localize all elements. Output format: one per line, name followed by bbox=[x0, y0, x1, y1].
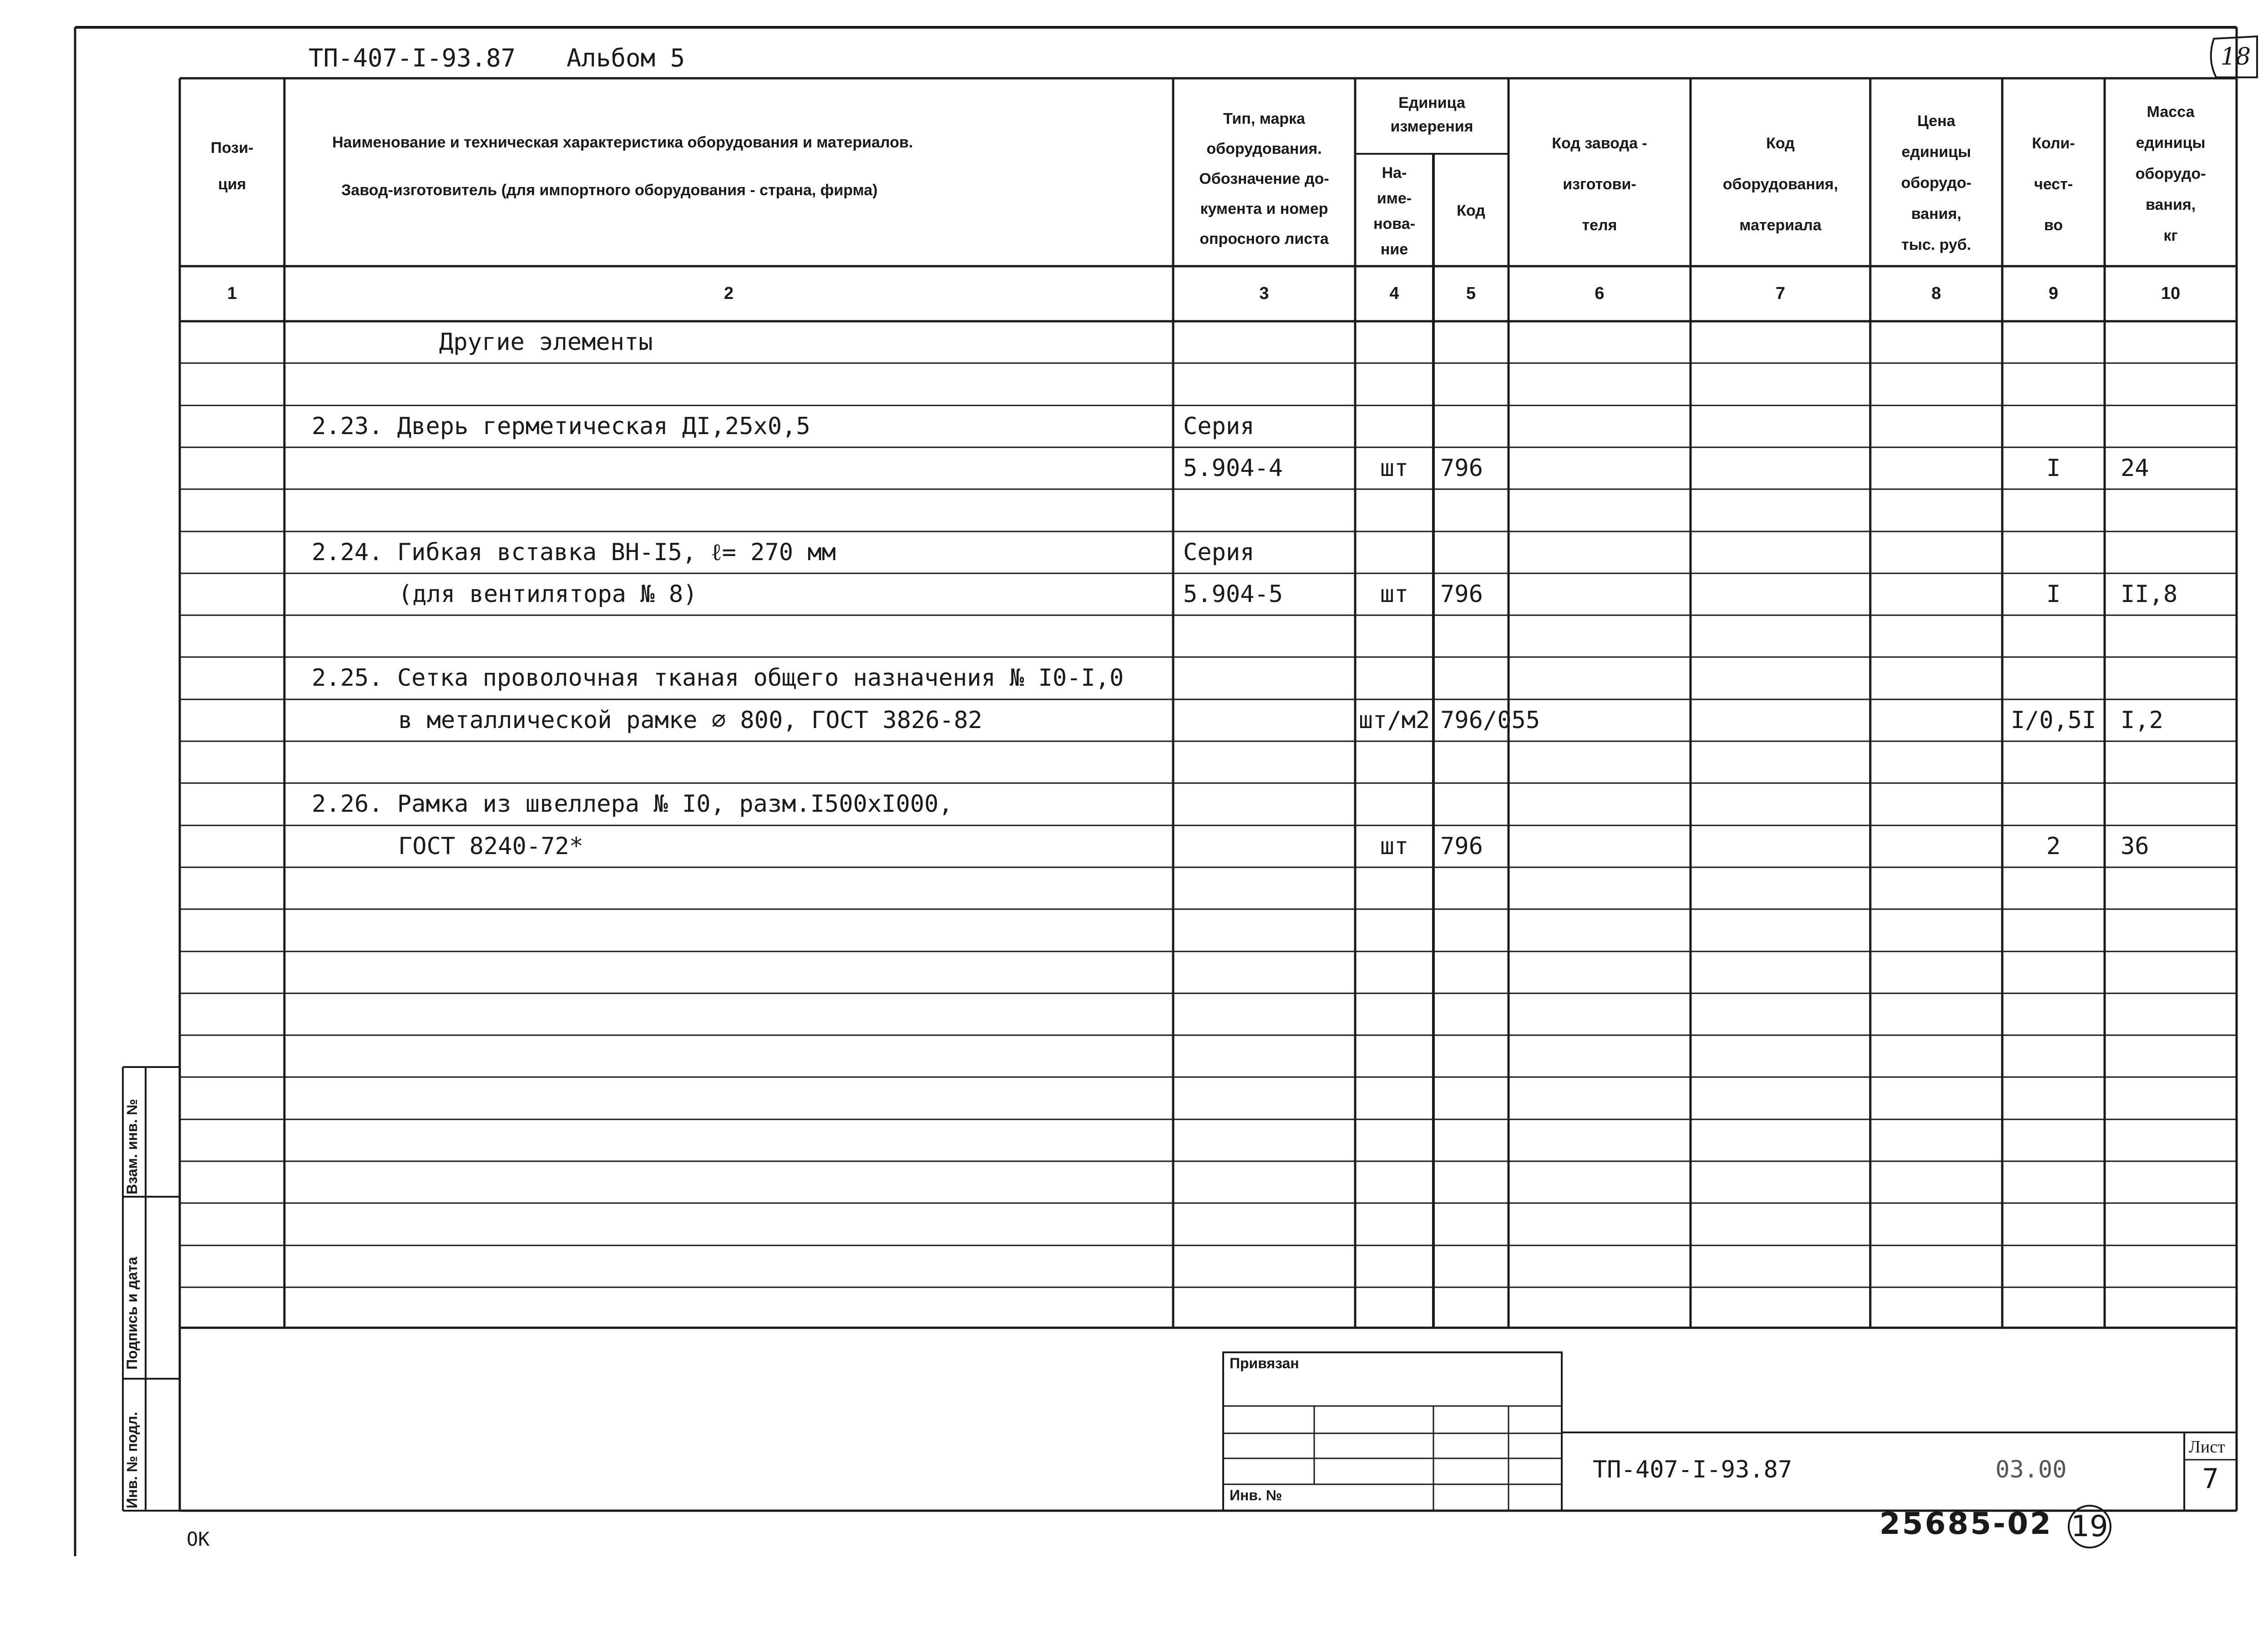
header-album: Альбом 5 bbox=[567, 44, 685, 72]
col-header-unit-group: Единица измерения bbox=[1390, 94, 1473, 135]
col-header-type: Тип, марка оборудования. Обозначение до- кумента и номер опросного листа bbox=[1199, 110, 1329, 248]
bottom-doc-number: 25685-02 bbox=[1879, 1506, 2053, 1541]
header-doc-code: ТП-407-I-93.87 bbox=[309, 44, 516, 72]
column-number: 8 bbox=[1931, 284, 1941, 303]
col-header-mass: Масса единицы оборудо- вания, кг bbox=[2135, 103, 2206, 244]
row-quantity: 2 bbox=[2046, 833, 2061, 860]
row-name: ГОСТ 8240-72* bbox=[398, 833, 583, 860]
row-unit-code: 796 bbox=[1440, 455, 1483, 482]
column-number: 6 bbox=[1595, 284, 1605, 303]
row-mass: 24 bbox=[2121, 455, 2149, 482]
row-unit-code: 796/055 bbox=[1440, 707, 1540, 734]
row-name: в металлической рамке ∅ 800, ГОСТ 3826-82 bbox=[398, 707, 982, 734]
column-number: 7 bbox=[1775, 284, 1786, 303]
row-type: Серия bbox=[1183, 413, 1255, 440]
row-name: (для вентилятора № 8) bbox=[398, 581, 698, 608]
column-number: 1 bbox=[227, 284, 237, 303]
col-header-position: Пози- ция bbox=[211, 139, 253, 193]
row-type: 5.904-4 bbox=[1183, 455, 1283, 482]
row-unit-name: шт/м2 bbox=[1358, 707, 1430, 734]
side-label-replacement: Взам. инв. № bbox=[124, 1099, 140, 1194]
row-unit-code: 796 bbox=[1440, 581, 1483, 608]
bottom-circled-number: 19 bbox=[2071, 1510, 2108, 1543]
title-doc-code: ТП-407-I-93.87 bbox=[1593, 1456, 1792, 1483]
row-mass: II,8 bbox=[2121, 581, 2178, 608]
col-header-name-line2: Завод-изготовитель (для импортного оборудования - страна, фирма) bbox=[341, 182, 878, 199]
col-header-price: Цена единицы оборудо- вания, тыс. руб. bbox=[1901, 112, 1972, 253]
row-name: 2.25. Сетка проволочная тканая общего назначения № I0-I,0 bbox=[312, 664, 1124, 692]
row-quantity: I/0,5I bbox=[2010, 707, 2096, 734]
row-unit-name: шт bbox=[1380, 581, 1409, 608]
column-number: 3 bbox=[1259, 284, 1269, 303]
col-header-quantity: Коли- чест- во bbox=[2032, 135, 2075, 234]
title-sheet-label: Лист bbox=[2189, 1437, 2225, 1457]
row-unit-code: 796 bbox=[1440, 833, 1483, 860]
column-number: 10 bbox=[2161, 284, 2181, 303]
row-name: 2.26. Рамка из швеллера № I0, разм.I500xI000, bbox=[312, 790, 953, 818]
row-unit-name: шт bbox=[1380, 833, 1409, 860]
title-section: 03.00 bbox=[1995, 1456, 2067, 1483]
col-header-unit-code: Код bbox=[1457, 202, 1485, 219]
column-number: 9 bbox=[2048, 284, 2059, 303]
col-header-equipment-code: Код оборудования, материала bbox=[1722, 135, 1838, 234]
col-header-unit-name: На- име- нова- ние bbox=[1373, 164, 1415, 258]
col-header-factory-code: Код завода - изготови- теля bbox=[1552, 135, 1647, 234]
row-quantity: I bbox=[2046, 581, 2061, 608]
row-type: 5.904-5 bbox=[1183, 581, 1283, 608]
side-label-signature-date: Подпись и дата bbox=[124, 1257, 140, 1370]
side-label-inventory: Инв. № подл. bbox=[124, 1411, 140, 1508]
stamp-privyazan: Привязан bbox=[1230, 1355, 1299, 1371]
column-number: 5 bbox=[1466, 284, 1476, 303]
col-header-name-line1: Наименование и техническая характеристика оборудования и материалов. bbox=[332, 134, 913, 151]
corner-sheet-number: 18 bbox=[2220, 43, 2251, 71]
ok-mark: ОК bbox=[187, 1528, 210, 1550]
row-name: 2.23. Дверь герметическая ДI,25x0,5 bbox=[312, 413, 810, 440]
row-type: Серия bbox=[1183, 539, 1255, 566]
column-number: 4 bbox=[1389, 284, 1399, 303]
row-quantity: I bbox=[2046, 455, 2061, 482]
row-mass: I,2 bbox=[2121, 707, 2163, 734]
row-name: 2.24. Гибкая вставка ВН-I5, ℓ= 270 мм bbox=[312, 539, 836, 566]
row-unit-name: шт bbox=[1380, 455, 1409, 482]
stamp-inv-no: Инв. № bbox=[1230, 1487, 1282, 1503]
row-mass: 36 bbox=[2121, 833, 2149, 860]
column-number: 2 bbox=[724, 284, 734, 303]
title-sheet-number: 7 bbox=[2202, 1463, 2219, 1495]
row-name: Другие элементы bbox=[439, 329, 653, 356]
